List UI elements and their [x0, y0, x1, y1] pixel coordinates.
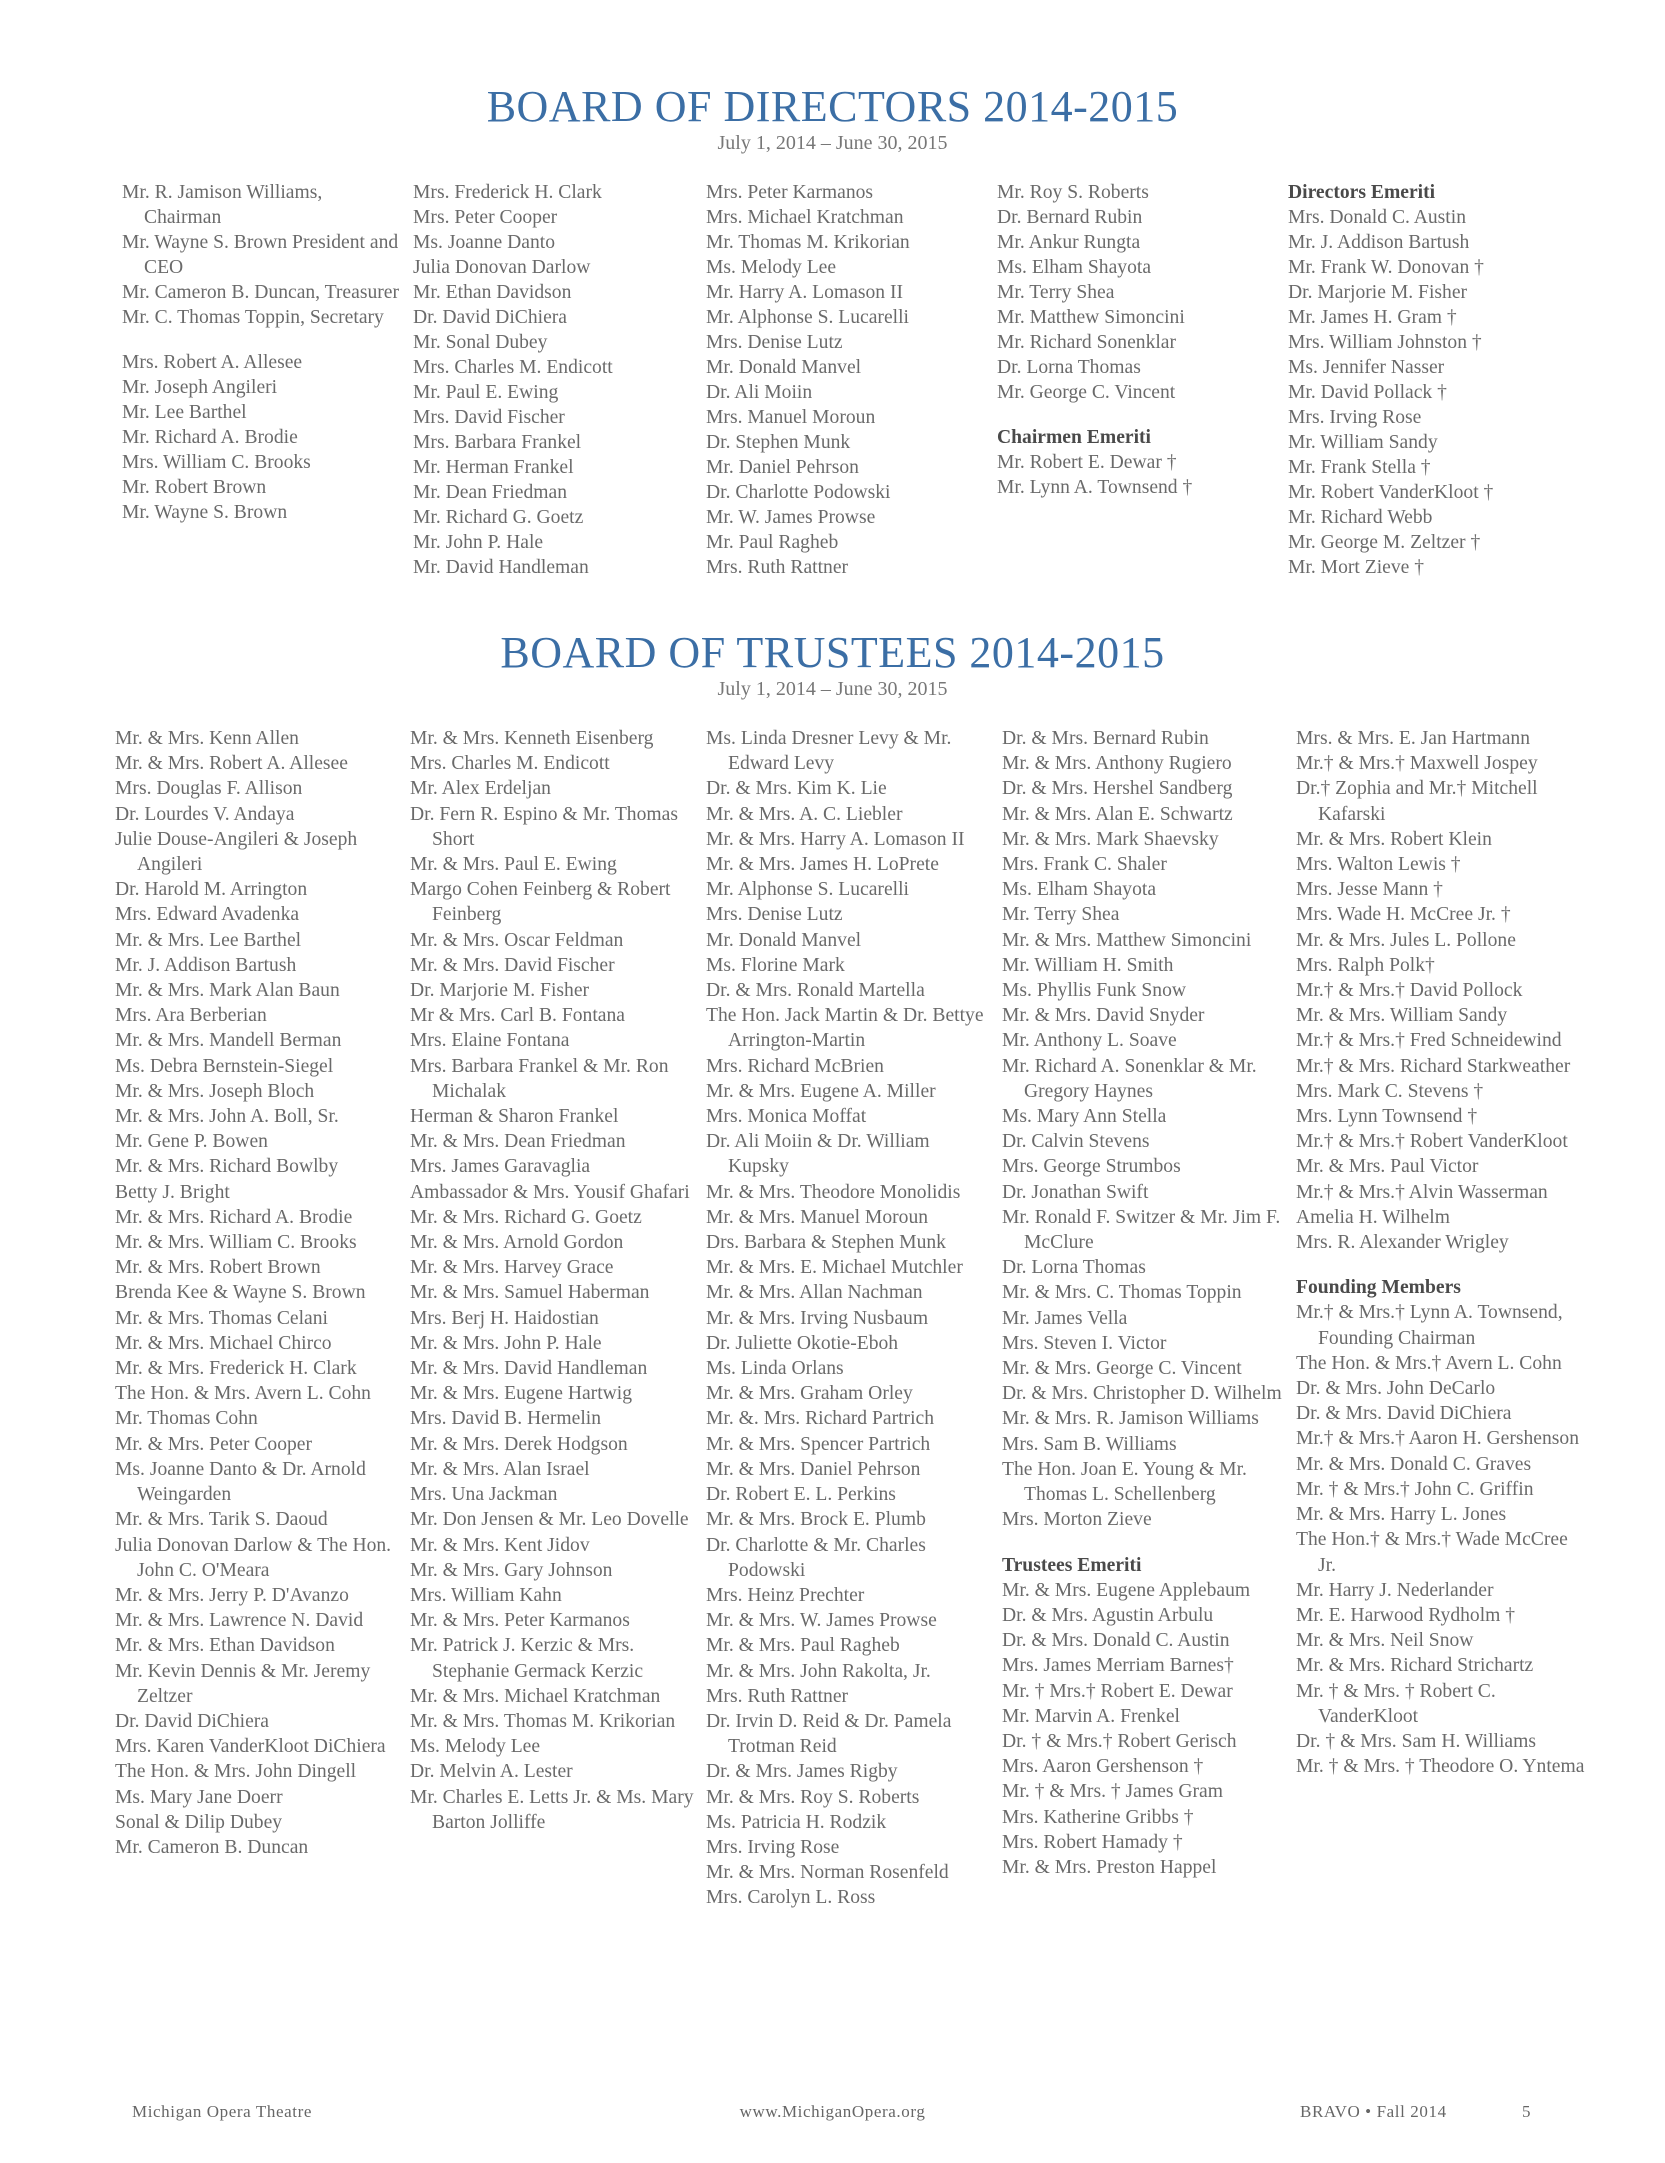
list-item: Mrs. Morton Zieve	[1002, 1509, 1152, 1531]
list-item: Mrs. Barbara Frankel & Mr. Ron Michalak	[410, 1055, 669, 1102]
list-item: Mr. & Mrs. Paul Victor	[1296, 1156, 1479, 1178]
list-item: Mrs. Michael Kratchman	[706, 207, 904, 228]
trustees-title: BOARD OF TRUSTEES 2014-2015	[500, 628, 1165, 677]
list-item: Mr. † & Mrs. † Theodore O. Yntema	[1296, 1756, 1585, 1778]
list-item: Mr. & Mrs. Richard Strichartz	[1296, 1655, 1534, 1677]
list-spacer	[997, 405, 1277, 425]
list-item: The Hon. & Mrs. John Dingell	[115, 1761, 357, 1783]
list-item: Mr. & Mrs. W. James Prowse	[706, 1610, 937, 1632]
footer-website: www.MichiganOpera.org	[739, 2102, 926, 2121]
list-item: Dr. Melvin A. Lester	[410, 1761, 573, 1783]
list-item: Mr. Herman Frankel	[413, 457, 574, 478]
list-item: Dr. Charlotte & Mr. Charles Podowski	[706, 1534, 926, 1581]
list-item: Mr. & Mrs. Alan Israel	[410, 1458, 590, 1480]
list-item: Mrs. James Garavaglia	[410, 1156, 591, 1178]
list-item: Mrs. & Mrs. E. Jan Hartmann	[1296, 728, 1531, 749]
list-item: Mr. & Mrs. Michael Chirco	[115, 1332, 332, 1354]
list-item: Mr. & Mrs. Graham Orley	[706, 1383, 913, 1405]
list-item: Mr. & Mrs. Norman Rosenfeld	[706, 1862, 949, 1884]
list-item: Dr. Calvin Stevens	[1002, 1131, 1150, 1153]
list-item: Mrs. William Kahn	[410, 1584, 562, 1606]
list-item: Mr.† & Mrs.† Alvin Wasserman	[1296, 1181, 1548, 1203]
list-item: Dr. & Mrs. Hershel Sandberg	[1002, 778, 1233, 800]
list-item: Mrs. Elaine Fontana	[410, 1030, 570, 1052]
trustees-dates: July 1, 2014 – June 30, 2015	[717, 678, 948, 700]
list-item: Dr. David DiChiera	[413, 307, 567, 328]
list-item: Mrs. Denise Lutz	[706, 904, 843, 926]
list-item: Mr. Wayne S. Brown	[122, 502, 288, 523]
list-item: Mr. & Mrs. Harvey Grace	[410, 1257, 614, 1279]
list-item: Mr. & Mrs. Eugene Hartwig	[410, 1383, 633, 1405]
list-item: Mr. George C. Vincent	[997, 382, 1176, 403]
list-item: Mr. Richard Webb	[1288, 507, 1433, 528]
list-item: The Hon. Jack Martin & Dr. Bettye Arrington-Martin	[706, 1005, 984, 1052]
list-item: Mr. & Mrs. Kenneth Eisenberg	[410, 728, 654, 749]
list-item: Mr. Alex Erdeljan	[410, 778, 551, 800]
list-item: Mr. & Mrs. Peter Karmanos	[410, 1610, 630, 1632]
list-item: Mr. & Mrs. Anthony Rugiero	[1002, 753, 1232, 775]
list-item: Mr. & Mrs. Lee Barthel	[115, 929, 302, 951]
list-item: Mr.† & Mrs.† Aaron H. Gershenson	[1296, 1428, 1579, 1450]
list-item: Brenda Kee & Wayne S. Brown	[115, 1282, 366, 1304]
list-item: Mr. & Mrs. Mark Shaevsky	[1002, 828, 1219, 850]
list-item: Dr. Bernard Rubin	[997, 207, 1143, 228]
list-item: Dr. † & Mrs. Sam H. Williams	[1296, 1730, 1536, 1752]
list-item: Mr. Kevin Dennis & Mr. Jeremy Zeltzer	[115, 1660, 371, 1707]
list-item: Ms. Joanne Danto	[413, 232, 556, 253]
list-item: Mr. Robert Brown	[122, 477, 267, 498]
list-item: Dr. Lorna Thomas	[997, 357, 1141, 378]
list-item: Mr. & Mrs. Thomas Celani	[115, 1307, 328, 1329]
list-item: Mr. Ethan Davidson	[413, 282, 572, 303]
list-item: Ms. Elham Shayota	[1002, 879, 1157, 901]
list-item: Mr. & Mrs. John P. Hale	[410, 1332, 602, 1354]
list-item: Mrs. James Merriam Barnes†	[1002, 1655, 1234, 1677]
list-item: Dr. & Mrs. Bernard Rubin	[1002, 728, 1209, 749]
list-item: Mr. William H. Smith	[1002, 954, 1174, 976]
list-item: Mr. & Mrs. Harry A. Lomason II	[706, 828, 965, 850]
list-item: Mr. † & Mrs.† John C. Griffin	[1296, 1478, 1534, 1500]
list-item: Drs. Barbara & Stephen Munk	[706, 1232, 946, 1254]
list-item: Dr. Stephen Munk	[706, 432, 851, 453]
list-item: Mr. & Mrs. Jules L. Pollone	[1296, 929, 1516, 951]
list-item: Mrs. Manuel Moroun	[706, 407, 876, 428]
list-item: Mr. R. Jamison Williams, Chairman	[122, 182, 323, 228]
list-item: Mrs. Irving Rose	[706, 1836, 840, 1858]
list-item: Dr. & Mrs. David DiChiera	[1296, 1403, 1512, 1425]
list-item: Dr. Ali Moiin & Dr. William Kupsky	[706, 1131, 930, 1178]
list-item: Mrs. Charles M. Endicott	[410, 753, 610, 775]
list-item: Mr. Lynn A. Townsend †	[997, 477, 1193, 498]
list-item: Mr. Anthony L. Soave	[1002, 1030, 1177, 1052]
list-item: Mr. Mort Zieve †	[1288, 557, 1425, 578]
list-item: Dr. Marjorie M. Fisher	[1288, 282, 1468, 303]
list-item: Mr. † Mrs.† Robert E. Dewar	[1002, 1680, 1233, 1702]
list-item: Mr. Sonal Dubey	[413, 332, 548, 353]
list-item: Mrs. Jesse Mann †	[1296, 879, 1443, 901]
list-item: Mr. & Mrs. Robert A. Allesee	[115, 753, 348, 775]
list-item: Mr. & Mrs. William Sandy	[1296, 1005, 1508, 1027]
list-item: Mrs. Ralph Polk†	[1296, 954, 1435, 976]
list-item: Betty J. Bright	[115, 1181, 230, 1203]
list-item: Mrs. Frank C. Shaler	[1002, 854, 1167, 876]
list-item: Mr. & Mrs. Arnold Gordon	[410, 1232, 624, 1254]
list-item: Mr. & Mrs. R. Jamison Williams	[1002, 1408, 1259, 1430]
list-item: Dr.† Zophia and Mr.† Mitchell Kafarski	[1296, 778, 1538, 825]
list-item: Mr. & Mrs. E. Michael Mutchler	[706, 1257, 963, 1279]
list-item: Mr. Thomas Cohn	[115, 1408, 258, 1430]
list-item: Mr. J. Addison Bartush	[1288, 232, 1470, 253]
trustees-column-4	[1002, 726, 1290, 1880]
list-item: Mr. & Mrs. Donald C. Graves	[1296, 1453, 1532, 1475]
list-item: Ms. Mary Jane Doerr	[115, 1786, 283, 1808]
list-item: Mr. Thomas M. Krikorian	[706, 232, 910, 253]
list-item: Mrs. Monica Moffat	[706, 1106, 867, 1128]
list-item: Mrs. Frederick H. Clark	[413, 182, 602, 203]
list-item: Mr. & Mrs. C. Thomas Toppin	[1002, 1282, 1242, 1304]
list-item: Mr. & Mrs. Allan Nachman	[706, 1282, 923, 1304]
list-item: Mrs. Ara Berberian	[115, 1005, 267, 1027]
list-item: Herman & Sharon Frankel	[410, 1106, 619, 1128]
list-item: Dr. Fern R. Espino & Mr. Thomas Short	[410, 803, 678, 850]
footer-issue: BRAVO • Fall 2014	[1300, 2102, 1447, 2121]
list-item: Mr. Alphonse S. Lucarelli	[706, 307, 909, 328]
list-item: Mr. Harry A. Lomason II	[706, 282, 903, 303]
list-item: Mrs. Mark C. Stevens †	[1296, 1080, 1484, 1102]
list-item: Mr. Wayne S. Brown President and CEO	[122, 232, 399, 278]
list-item: Mr. Richard G. Goetz	[413, 507, 584, 528]
list-item: Mr. & Mrs. Gary Johnson	[410, 1559, 613, 1581]
list-item: Mrs. Lynn Townsend †	[1296, 1106, 1478, 1128]
list-item: Mr. & Mrs. Kenn Allen	[115, 728, 299, 749]
trustees-heading	[0, 628, 1665, 700]
directors-title: BOARD OF DIRECTORS 2014-2015	[486, 82, 1179, 131]
list-item: Mrs. Denise Lutz	[706, 332, 843, 353]
list-item: Mrs. Karen VanderKloot DiChiera	[115, 1736, 386, 1758]
list-item: The Hon.† & Mrs.† Wade McCree Jr.	[1296, 1529, 1568, 1576]
list-item: Ms. Linda Dresner Levy & Mr. Edward Levy	[706, 728, 952, 775]
list-item: Mr. & Mrs. Dean Friedman	[410, 1131, 626, 1153]
list-item: Dr. & Mrs. Ronald Martella	[706, 980, 925, 1002]
list-item: Mr. Robert VanderKloot †	[1288, 482, 1494, 503]
list-item: Mr. Don Jensen & Mr. Leo Dovelle	[410, 1509, 689, 1531]
section-heading: Trustees Emeriti	[1002, 1554, 1142, 1576]
list-item: Mr. Frank W. Donovan †	[1288, 257, 1484, 278]
list-item: Mr. Paul Ragheb	[706, 532, 839, 553]
list-item: Mr. George M. Zeltzer †	[1288, 532, 1481, 553]
list-item: Mr. Richard A. Sonenklar & Mr. Gregory Haynes	[1002, 1055, 1257, 1102]
list-item: Mrs. David Fischer	[413, 407, 565, 428]
list-item: Mr. Gene P. Bowen	[115, 1131, 268, 1153]
list-item: Ms. Florine Mark	[706, 954, 845, 976]
list-item: The Hon. & Mrs.† Avern L. Cohn	[1296, 1352, 1562, 1374]
list-item: Ambassador & Mrs. Yousif Ghafari	[410, 1181, 690, 1203]
list-spacer	[1296, 1255, 1586, 1275]
list-item: Ms. Joanne Danto & Dr. Arnold Weingarden	[115, 1458, 366, 1506]
list-item: Mr. Donald Manvel	[706, 929, 862, 951]
list-item: Mr. David Handleman	[413, 557, 589, 578]
list-item: Ms. Melody Lee	[706, 257, 837, 278]
list-item: Julia Donovan Darlow & The Hon. John C. O'Meara	[115, 1534, 392, 1581]
list-item: Mr. & Mrs. Richard A. Brodie	[115, 1206, 353, 1228]
list-item: Mr. Frank Stella †	[1288, 457, 1431, 478]
list-item: Dr. Charlotte Podowski	[706, 482, 891, 503]
list-item: Mr. & Mrs. Neil Snow	[1296, 1630, 1474, 1652]
list-item: Mrs. R. Alexander Wrigley	[1296, 1232, 1509, 1254]
list-item: Mr. Paul E. Ewing	[413, 382, 559, 403]
list-item: Mr. † & Mrs. † Robert C. VanderKloot	[1296, 1680, 1496, 1727]
list-item: Mr. † & Mrs. † James Gram	[1002, 1781, 1223, 1803]
list-item: Mr. & Mrs. Ethan Davidson	[115, 1635, 335, 1657]
list-item: Mr. & Mrs. Frederick H. Clark	[115, 1358, 357, 1380]
list-item: Mrs. Ruth Rattner	[706, 557, 849, 578]
list-item: Mr. & Mrs. Mark Alan Baun	[115, 980, 340, 1002]
list-item: Mr. & Mrs. James H. LoPrete	[706, 854, 939, 876]
list-item: Mr. & Mrs. Alan E. Schwartz	[1002, 803, 1233, 825]
list-item: Ms. Phyllis Funk Snow	[1002, 980, 1187, 1002]
list-item: Mr. & Mrs. A. C. Liebler	[706, 803, 903, 825]
list-item: Dr. Juliette Okotie-Eboh	[706, 1332, 899, 1354]
list-item: Mr. & Mrs. Thomas M. Krikorian	[410, 1710, 676, 1732]
list-item: Mr.† & Mrs. Richard Starkweather	[1296, 1055, 1571, 1077]
list-item: Mr. & Mrs. Jerry P. D'Avanzo	[115, 1584, 349, 1606]
list-item: Mr.† & Mrs.† Robert VanderKloot	[1296, 1131, 1568, 1153]
list-item: Mr. & Mrs. Richard G. Goetz	[410, 1206, 642, 1228]
list-spacer	[1002, 1533, 1290, 1553]
list-item: Mrs. Steven I. Victor	[1002, 1332, 1167, 1354]
list-item: Mr. Alphonse S. Lucarelli	[706, 879, 909, 901]
list-item: Mr. Robert E. Dewar †	[997, 452, 1177, 473]
section-heading: Chairmen Emeriti	[997, 427, 1151, 448]
list-item: Mrs. Una Jackman	[410, 1484, 558, 1506]
list-item: The Hon. & Mrs. Avern L. Cohn	[115, 1383, 371, 1405]
list-item: Mrs. Katherine Gribbs †	[1002, 1806, 1194, 1828]
list-item: Mr. Charles E. Letts Jr. & Ms. Mary Barton Jolliffe	[410, 1786, 694, 1833]
section-heading: Directors Emeriti	[1288, 182, 1436, 203]
list-spacer	[122, 330, 402, 350]
list-item: Mr. & Mrs. John A. Boll, Sr.	[115, 1106, 339, 1128]
trustees-column-1	[115, 726, 400, 1860]
list-item: Mr. & Mrs. Daniel Pehrson	[706, 1458, 921, 1480]
list-item: Mr.† & Mrs.† Lynn A. Townsend, Founding Chairman	[1296, 1302, 1563, 1349]
list-item: Mrs. Robert A. Allesee	[122, 352, 303, 373]
list-item: Mr & Mrs. Carl B. Fontana	[410, 1005, 625, 1027]
trustees-column-5	[1296, 726, 1586, 1779]
list-item: Ms. Jennifer Nasser	[1288, 357, 1445, 378]
list-item: Mr. & Mrs. Paul Ragheb	[706, 1635, 900, 1657]
list-item: Mr. Roy S. Roberts	[997, 182, 1149, 203]
directors-column-2	[413, 180, 693, 580]
list-item: Dr. & Mrs. James Rigby	[706, 1761, 898, 1783]
list-item: Dr. & Mrs. Agustin Arbulu	[1002, 1604, 1214, 1626]
list-item: Dr. Irvin D. Reid & Dr. Pamela Trotman Reid	[706, 1710, 952, 1758]
list-item: Dr. Robert E. L. Perkins	[706, 1484, 896, 1506]
section-heading: Founding Members	[1296, 1277, 1461, 1299]
list-item: Mr. & Mrs. Michael Kratchman	[410, 1685, 661, 1707]
list-item: Mrs. Berj H. Haidostian	[410, 1307, 599, 1329]
list-item: Mr. & Mrs. Derek Hodgson	[410, 1433, 628, 1455]
list-item: Mr. John P. Hale	[413, 532, 544, 553]
list-item: Mr. & Mrs. Peter Cooper	[115, 1433, 313, 1455]
list-item: Mrs. Richard McBrien	[706, 1055, 884, 1077]
list-item: Mrs. William C. Brooks	[122, 452, 311, 473]
list-item: Mrs. Douglas F. Allison	[115, 778, 303, 800]
directors-heading	[0, 82, 1665, 154]
list-item: Mrs. Aaron Gershenson †	[1002, 1756, 1204, 1778]
list-item: Sonal & Dilip Dubey	[115, 1811, 283, 1833]
list-item: Mr. & Mrs. Preston Happel	[1002, 1856, 1217, 1878]
list-item: Mr. Cameron B. Duncan	[115, 1836, 309, 1858]
list-item: Mr. Lee Barthel	[122, 402, 247, 423]
list-item: Mr. & Mrs. George C. Vincent	[1002, 1358, 1242, 1380]
list-item: Ms. Melody Lee	[410, 1736, 541, 1758]
list-item: The Hon. Joan E. Young & Mr. Thomas L. Schellenberg	[1002, 1458, 1247, 1506]
list-item: Mr. & Mrs. Eugene A. Miller	[706, 1080, 936, 1102]
list-item: Ms. Mary Ann Stella	[1002, 1106, 1167, 1128]
list-item: Dr. Marjorie M. Fisher	[410, 980, 590, 1002]
list-item: Mr. & Mrs. Manuel Moroun	[706, 1206, 929, 1228]
directors-dates: July 1, 2014 – June 30, 2015	[717, 132, 948, 154]
list-item: Mr. &. Mrs. Richard Partrich	[706, 1408, 935, 1430]
list-item: Mrs. Robert Hamady †	[1002, 1831, 1183, 1853]
list-item: Mr. & Mrs. David Snyder	[1002, 1005, 1205, 1027]
list-item: Mr. Richard A. Brodie	[122, 427, 298, 448]
list-item: Mr. & Mrs. Roy S. Roberts	[706, 1786, 920, 1808]
list-item: Mrs. Walton Lewis †	[1296, 854, 1461, 876]
list-item: Mr. & Mrs. Theodore Monolidis	[706, 1181, 961, 1203]
list-item: Ms. Linda Orlans	[706, 1358, 844, 1380]
list-item: Amelia H. Wilhelm	[1296, 1206, 1450, 1228]
list-item: Mr. Terry Shea	[1002, 904, 1120, 926]
list-item: Mr. Ronald F. Switzer & Mr. Jim F. McClure	[1002, 1206, 1281, 1254]
list-item: Mr. & Mrs. Kent Jidov	[410, 1534, 590, 1556]
list-item: Mr. & Mrs. David Handleman	[410, 1358, 648, 1380]
list-item: Mr. & Mrs. Joseph Bloch	[115, 1080, 315, 1102]
list-item: Mr.† & Mrs.† Maxwell Jospey	[1296, 753, 1538, 775]
list-item: Mr. J. Addison Bartush	[115, 954, 297, 976]
list-item: Mr. Richard Sonenklar	[997, 332, 1177, 353]
list-item: Mr. & Mrs. Paul E. Ewing	[410, 854, 617, 876]
list-item: Mrs. William Johnston †	[1288, 332, 1482, 353]
list-item: Mrs. David B. Hermelin	[410, 1408, 602, 1430]
list-item: Mrs. Ruth Rattner	[706, 1685, 849, 1707]
list-item: Mrs. Carolyn L. Ross	[706, 1887, 876, 1909]
list-item: Mr. E. Harwood Rydholm †	[1296, 1604, 1516, 1626]
list-item: Mrs. Heinz Prechter	[706, 1584, 865, 1606]
list-item: Mr. Ankur Rungta	[997, 232, 1141, 253]
list-item: Mrs. Donald C. Austin	[1288, 207, 1466, 228]
list-item: Dr. David DiChiera	[115, 1710, 269, 1732]
list-item: Mr. & Mrs. Harry L. Jones	[1296, 1504, 1507, 1526]
list-item: Mr. & Mrs. Mandell Berman	[115, 1030, 342, 1052]
list-item: Dr. Lourdes V. Andaya	[115, 803, 295, 825]
list-item: Dr. Lorna Thomas	[1002, 1257, 1146, 1279]
list-item: Mrs. George Strumbos	[1002, 1156, 1181, 1178]
list-item: Mr. & Mrs. William C. Brooks	[115, 1232, 357, 1254]
list-item: Dr. & Mrs. Donald C. Austin	[1002, 1630, 1230, 1652]
footer-page-number: 5	[1522, 2102, 1532, 2121]
list-item: Mr. David Pollack †	[1288, 382, 1447, 403]
list-item: Mr. & Mrs. Eugene Applebaum	[1002, 1579, 1251, 1601]
list-item: Mr. & Mrs. Richard Bowlby	[115, 1156, 339, 1178]
list-item: Mr. Joseph Angileri	[122, 377, 278, 398]
list-item: Mr. Marvin A. Frenkel	[1002, 1705, 1180, 1727]
list-item: Mr.† & Mrs.† David Pollock	[1296, 980, 1523, 1002]
list-item: Mrs. Edward Avadenka	[115, 904, 300, 926]
list-item: Mrs. Sam B. Williams	[1002, 1433, 1177, 1455]
list-item: Mr. James Vella	[1002, 1307, 1128, 1329]
list-item: Julia Donovan Darlow	[413, 257, 591, 278]
list-item: Dr. † & Mrs.† Robert Gerisch	[1002, 1730, 1237, 1752]
list-item: Mr. & Mrs. Matthew Simoncini	[1002, 929, 1252, 951]
directors-column-1	[122, 180, 402, 525]
list-item: Mr. & Mrs. Spencer Partrich	[706, 1433, 931, 1455]
list-item: Dr. & Mrs. Kim K. Lie	[706, 778, 887, 800]
list-item: Dr. Jonathan Swift	[1002, 1181, 1149, 1203]
list-item: Ms. Elham Shayota	[997, 257, 1152, 278]
list-item: Mr. C. Thomas Toppin, Secretary	[122, 307, 384, 328]
list-item: Mrs. Peter Karmanos	[706, 182, 874, 203]
list-item: Julie Douse-Angileri & Joseph Angileri	[115, 828, 358, 876]
list-item: Mr. William Sandy	[1288, 432, 1438, 453]
list-item: Mr. & Mrs. Samuel Haberman	[410, 1282, 650, 1304]
list-item: Mr. Dean Friedman	[413, 482, 567, 503]
directors-column-3	[706, 180, 986, 580]
list-item: Mrs. Wade H. McCree Jr. †	[1296, 904, 1511, 926]
list-item: Mr. Cameron B. Duncan, Treasurer	[122, 282, 399, 303]
list-item: Mr. & Mrs. David Fischer	[410, 954, 615, 976]
list-item: Mr. & Mrs. Oscar Feldman	[410, 929, 624, 951]
list-item: Mrs. Peter Cooper	[413, 207, 558, 228]
list-item: Ms. Debra Bernstein-Siegel	[115, 1055, 334, 1077]
list-item: Mr. & Mrs. Brock E. Plumb	[706, 1509, 926, 1531]
list-item: Mrs. Irving Rose	[1288, 407, 1422, 428]
list-item: Mr. & Mrs. Irving Nusbaum	[706, 1307, 929, 1329]
directors-column-4	[997, 180, 1277, 500]
list-item: Mr. & Mrs. Robert Klein	[1296, 828, 1492, 850]
directors-column-5	[1288, 180, 1578, 580]
list-item: Mrs. Charles M. Endicott	[413, 357, 613, 378]
list-item: Dr. & Mrs. Christopher D. Wilhelm	[1002, 1383, 1282, 1405]
list-item: Dr. Harold M. Arrington	[115, 879, 308, 901]
list-item: Mrs. Barbara Frankel	[413, 432, 582, 453]
footer-publisher: Michigan Opera Theatre	[132, 2102, 312, 2121]
list-item: Mr. Patrick J. Kerzic & Mrs. Stephanie Germack Kerzic	[410, 1635, 644, 1682]
list-item: Ms. Patricia H. Rodzik	[706, 1811, 887, 1833]
list-item: Mr. & Mrs. Tarik S. Daoud	[115, 1509, 328, 1531]
list-item: Mr. & Mrs. Robert Brown	[115, 1257, 321, 1279]
list-item: Mr.† & Mrs.† Fred Schneidewind	[1296, 1030, 1562, 1052]
list-item: Mr. Harry J. Nederlander	[1296, 1579, 1494, 1601]
list-item: Dr. Ali Moiin	[706, 382, 813, 403]
list-item: Mr. W. James Prowse	[706, 507, 876, 528]
list-item: Mr. Donald Manvel	[706, 357, 862, 378]
trustees-column-3	[706, 726, 994, 1911]
list-item: Mr. Terry Shea	[997, 282, 1115, 303]
list-item: Mr. & Mrs. Lawrence N. David	[115, 1610, 364, 1632]
list-item: Dr. & Mrs. John DeCarlo	[1296, 1378, 1496, 1400]
trustees-column-2	[410, 726, 702, 1835]
list-item: Mr. Daniel Pehrson	[706, 457, 859, 478]
list-item: Mr. James H. Gram †	[1288, 307, 1457, 328]
list-item: Mr. & Mrs. John Rakolta, Jr.	[706, 1660, 931, 1682]
list-item: Margo Cohen Feinberg & Robert Feinberg	[410, 879, 671, 926]
list-item: Mr. Matthew Simoncini	[997, 307, 1185, 328]
